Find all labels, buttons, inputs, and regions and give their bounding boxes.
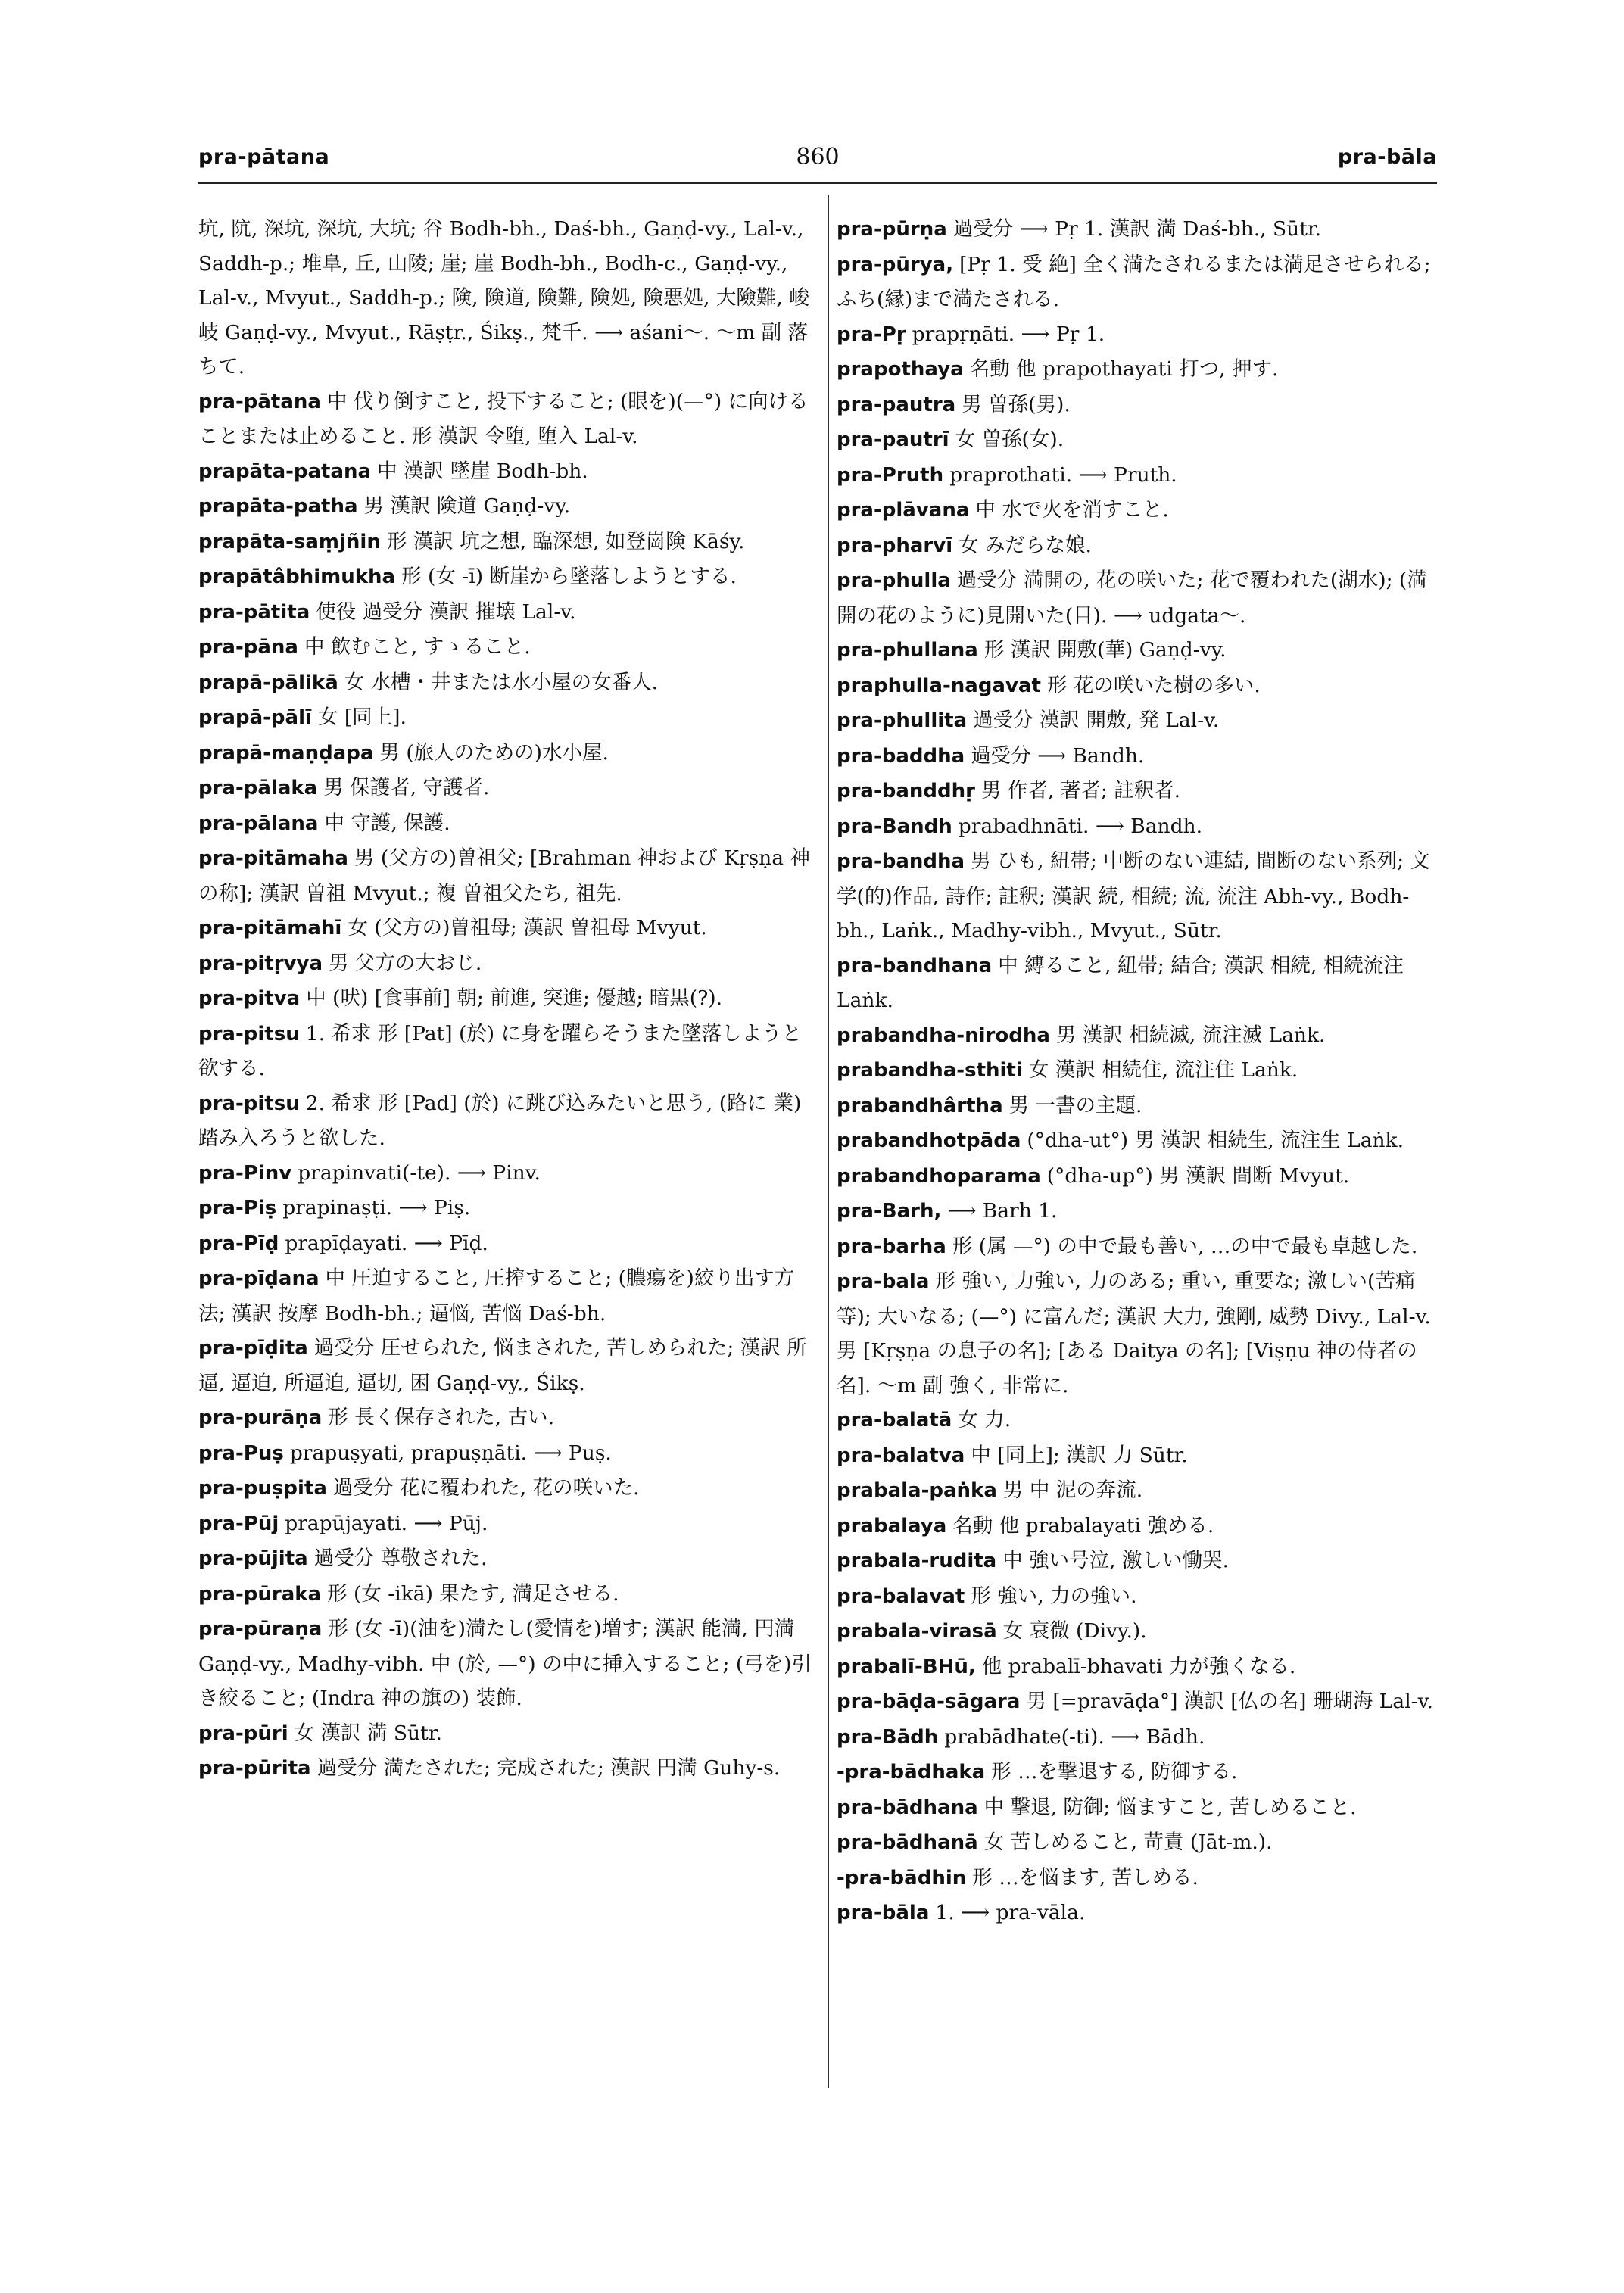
entry-definition: 男 漢訳 相続滅, 流注滅 Laṅk. (1055, 1023, 1326, 1047)
entry-headword: pra-pautrī (837, 428, 949, 451)
dictionary-entry (837, 774, 1439, 809)
entry-definition: 過受分 花に覆われた, 花の咲いた. (332, 1476, 640, 1500)
dictionary-entry (198, 212, 812, 385)
dictionary-entry (198, 981, 812, 1017)
entry-definition: 使役 過受分 漢訳 摧壊 Lal-v. (316, 600, 576, 624)
entry-definition: 男 ひも, 紐帯; 中断のない連結, 間断のない系列; 文学(的)作品, 詩作; 註釈; 漢訳 続, 相続; 流, 流注 Abh-vy., Bodh-bh., Laṅk., Madhy-vibh., Mvyut., Sūtr. (837, 849, 1430, 942)
entry-definition: 男 中 泥の奔流. (1002, 1478, 1143, 1502)
entry-definition: 形 (女 -ī) 断崖から墜落しようとする. (401, 565, 737, 588)
entry-definition: 男 (旅人のための)水小屋. (379, 740, 609, 765)
dictionary-entry (198, 806, 812, 842)
entry-definition: 過受分 漢訳 開敷, 発 Lal-v. (973, 709, 1220, 732)
dictionary-entry (837, 1509, 1439, 1544)
dictionary-entry (198, 454, 812, 490)
entry-headword: pra-Pīḍ (198, 1232, 279, 1255)
dictionary-entry (837, 458, 1439, 494)
dictionary-entry (198, 1577, 812, 1612)
entry-headword: pra-bala (837, 1270, 930, 1293)
dictionary-entry (198, 1191, 812, 1226)
entry-definition: prabādhate(-ti). ⟶ Bādh. (944, 1724, 1205, 1749)
entry-definition: 形 漢訳 坑之想, 臨深想, 如登崗険 Kāśy. (386, 529, 745, 553)
entry-definition: prapṛṇāti. ⟶ Pṛ 1. (912, 322, 1105, 346)
entry-definition: 1. 希求 形 [Pat] (於) に身を躍らそうまた墜落しようと欲する. (198, 1021, 803, 1080)
dictionary-entry (198, 1436, 812, 1472)
entry-headword: pra-pālaka (198, 777, 318, 799)
entry-definition: prabadhnāti. ⟶ Bandh. (958, 814, 1203, 838)
dictionary-entry (198, 595, 812, 631)
entry-headword: pra-pūraka (198, 1582, 322, 1606)
entry-definition: prapūjayati. ⟶ Pūj. (285, 1511, 488, 1535)
dictionary-entry (837, 1438, 1439, 1474)
entry-headword: pra-pūrya, (837, 253, 954, 276)
entry-definition: prapuṣyati, prapuṣṇāti. ⟶ Puṣ. (289, 1441, 612, 1465)
entry-definition: 女 みだらな娘. (959, 533, 1092, 557)
entry-headword: pra-plāvana (837, 499, 970, 522)
dictionary-entry (837, 844, 1439, 949)
dictionary-entry (837, 212, 1439, 248)
dictionary-entry (198, 1506, 812, 1542)
entry-definition: 中 縛ること, 紐帯; 結合; 漢訳 相続, 相続流注 Laṅk. (837, 953, 1404, 1012)
column-divider (828, 195, 829, 2088)
entry-headword: pra-bādhana (837, 1796, 978, 1819)
dictionary-entry (837, 1089, 1439, 1124)
entry-definition: 形 (属 —°) の中で最も善い, …の中で最も卓越した. (952, 1234, 1418, 1258)
entry-headword: prabandhotpāda (837, 1129, 1021, 1152)
entry-definition: 中 撃退, 防御; 悩ますこと, 苦しめること. (983, 1795, 1357, 1819)
dictionary-entry (837, 1861, 1439, 1896)
entry-headword: pra-Pinv (198, 1161, 292, 1185)
entry-headword: -pra-bādhin (837, 1866, 967, 1890)
entry-definition: 過受分 満たされた; 完成された; 漢訳 円満 Guhy-s. (316, 1756, 781, 1780)
entry-headword: prapothaya (837, 358, 964, 381)
dictionary-entry (198, 525, 812, 560)
page-number: 860 (796, 144, 840, 170)
entry-definition: 中 [同上]; 漢訳 力 Sūtr. (971, 1443, 1188, 1467)
dictionary-entry (198, 665, 812, 701)
dictionary-entry (837, 1579, 1439, 1615)
entry-definition: 中 守護, 保護. (324, 811, 450, 835)
entry-headword: pra-Puṣ (198, 1441, 284, 1465)
dictionary-entry (837, 352, 1439, 388)
dictionary-entry (837, 1684, 1439, 1720)
dictionary-entry (198, 1261, 812, 1331)
entry-definition: 他 prabalī-bhavati 力が強くなる. (981, 1654, 1296, 1678)
entry-definition: 中 強い号泣, 激しい慟哭. (1002, 1549, 1229, 1572)
entry-definition: [Pṛ 1. 受 絶] 全く満たされるまたは満足させられる; ふち(縁)まで満たされる. (837, 252, 1431, 311)
running-head-left: pra-pātana (198, 145, 330, 169)
dictionary-entry (837, 1123, 1439, 1159)
entry-definition: 中 飲むこと, すゝること. (304, 635, 531, 659)
entry-headword: prapā-pālī (198, 706, 312, 729)
dictionary-entry (837, 1614, 1439, 1650)
dictionary-entry (837, 1544, 1439, 1579)
page-header (198, 136, 1437, 189)
dictionary-entry (198, 559, 812, 595)
entry-headword: pra-bandhana (837, 954, 993, 977)
entry-definition: 女 曽孫(女). (955, 428, 1064, 451)
entry-headword: prabandha-nirodha (837, 1023, 1050, 1047)
dictionary-entry (837, 1159, 1439, 1195)
entry-definition: 女 漢訳 相続住, 流注住 Laṅk. (1028, 1058, 1298, 1082)
entry-headword: pra-bāla (837, 1902, 930, 1924)
dictionary-entry (837, 248, 1439, 317)
entry-definition: 形 (女 -ī)(油を)満たし(愛情を)増す; 漢訳 能満, 円満 Gaṇḍ-vy., Madhy-vibh. 中 (於, —°) の中に挿入すること; (弓を)引き絞ること; (Indra 神の旗の) 装飾. (198, 1617, 812, 1710)
entry-headword: pra-Pūj (198, 1512, 279, 1535)
entry-headword: prabalī-BHū, (837, 1655, 976, 1678)
dictionary-entry (837, 317, 1439, 353)
entry-definition: (°dha-ut°) 男 漢訳 相続生, 流注生 Laṅk. (1027, 1129, 1404, 1152)
dictionary-entry (198, 1612, 812, 1716)
dictionary-entry (198, 700, 812, 736)
entry-definition: 中 漢訳 墜崖 Bodh-bh. (377, 459, 588, 483)
dictionary-entry (837, 422, 1439, 458)
dictionary-entry (198, 630, 812, 665)
entry-headword: pra-pharvī (837, 534, 953, 557)
entry-definition: ⟶ Barh 1. (947, 1199, 1058, 1223)
dictionary-entry (198, 1400, 812, 1436)
dictionary-entry (198, 1017, 812, 1086)
dictionary-entry (837, 1896, 1439, 1931)
dictionary-entry (198, 1751, 812, 1787)
entry-headword: pra-Piṣ (198, 1197, 277, 1220)
dictionary-entry (198, 1156, 812, 1192)
entry-headword: pra-pālana (198, 812, 319, 835)
entry-definition: 女 [同上]. (317, 706, 407, 729)
entry-definition: (°dha-up°) 男 漢訳 間断 Mvyut. (1046, 1164, 1350, 1188)
entry-definition: 過受分 ⟶ Bandh. (971, 743, 1145, 768)
entry-headword: pra-pūrita (198, 1757, 311, 1780)
dictionary-entry (837, 1264, 1439, 1403)
entry-headword: prabala-paṅka (837, 1479, 997, 1502)
entry-headword: pra-pitsu (198, 1022, 300, 1045)
entry-headword: pra-Bādh (837, 1725, 939, 1749)
entry-definition: 形 花の咲いた樹の多い. (1046, 673, 1261, 697)
entry-headword: pra-bandha (837, 850, 965, 873)
dictionary-entry (837, 1825, 1439, 1861)
dictionary-entry (837, 703, 1439, 739)
dictionary-entry (198, 385, 812, 454)
running-head-right: pra-bāla (1337, 145, 1437, 169)
entry-headword: pra-pitsu (198, 1092, 300, 1115)
entry-definition: 2. 希求 形 [Pad] (於) に跳び込みたいと思う, (路に 業) 踏み入ろうと欲した. (198, 1091, 802, 1150)
dictionary-entry (837, 1229, 1439, 1265)
entry-definition: 過受分 圧せられた, 悩まされた, 苦しめられた; 漢訳 所逼, 逼迫, 所逼迫, 逼切, 困 Gaṇḍ-vy., Śikṣ. (198, 1336, 807, 1395)
entry-definition: 形 長く保存された, 古い. (328, 1406, 555, 1429)
entry-headword: prapā-maṇḍapa (198, 741, 374, 765)
entry-definition: 形 …を悩ます, 苦しめる. (972, 1865, 1199, 1890)
entry-headword: pra-balavat (837, 1584, 965, 1608)
entry-definition: 男 (父方の)曽祖父; [Brahman 神および Kṛṣṇa 神の称]; 漢訳 曽祖 Mvyut.; 複 曽祖父たち, 祖先. (198, 846, 810, 905)
dictionary-entry (837, 633, 1439, 668)
entry-definition: 形 強い, 力強い, 力のある; 重い, 重要な; 激しい(苦痛等); 大いなる; (—°) に富んだ; 漢訳 大力, 強剛, 威勢 Divy., Lal-v. 男 [Kṛṣṇa の息子の名]; [ある Daitya の名]; [Viṣṇu 神の侍者の名]. ～m 副 強く, 非常に. (837, 1270, 1431, 1397)
entry-headword: prabalaya (837, 1514, 947, 1537)
entry-headword: pra-puṣpita (198, 1477, 327, 1500)
entry-headword: pra-bāḍa-sāgara (837, 1690, 1021, 1713)
entry-headword: pra-baddha (837, 744, 965, 768)
dictionary-entry (198, 946, 812, 982)
entry-headword: pra-pūjita (198, 1547, 308, 1570)
entry-definition: 男 一書の主題. (1008, 1093, 1142, 1117)
entry-definition: 女 衰微 (Divy.). (1002, 1619, 1147, 1643)
entry-definition: 女 漢訳 満 Sūtr. (294, 1721, 442, 1745)
entry-headword: pra-bādhanā (837, 1831, 978, 1854)
header-rule (198, 182, 1437, 184)
entry-definition: 坑, 阬, 深坑, 深坑, 大坑; 谷 Bodh-bh., Daś-bh., Gaṇḍ-vy., Lal-v., Saddh-p.; 堆阜, 丘, 山陵; 崖; 崖 Bodh-bh., Bodh-c., Gaṇḍ-vy., Lal-v., Mvyut., Saddh-p.; 険, 険道, 険難, 険処, 険悪処, 大險難, 峻岐 Gaṇḍ-vy., Mvyut., Rāṣṭr., Śikṣ., 梵千. ⟶ aśani～. ～m 副 落ちて. (198, 217, 809, 379)
entry-headword: pra-phulla (837, 569, 951, 592)
entry-headword: prabandhoparama (837, 1164, 1041, 1188)
entry-definition: 名動 他 prapothayati 打つ, 押す. (969, 357, 1279, 381)
dictionary-entry (198, 489, 812, 525)
entry-headword: pra-banddhṛ (837, 780, 975, 802)
dictionary-entry (198, 911, 812, 946)
dictionary-entry (198, 1226, 812, 1262)
entry-headword: pra-pātita (198, 600, 310, 624)
dictionary-entry (837, 563, 1439, 633)
dictionary-entry (837, 1053, 1439, 1089)
entry-headword: prapā-pālikā (198, 671, 338, 694)
entry-definition: 中 圧迫すること, 圧搾すること; (膿瘍を)絞り出す方法; 漢訳 按摩 Bodh-bh.; 逼悩, 苦悩 Daś-bh. (198, 1266, 795, 1326)
dictionary-entry (837, 1650, 1439, 1685)
entry-headword: pra-pitṛvya (198, 952, 323, 975)
entry-definition: 形 (女 -ikā) 果たす, 満足させる. (327, 1581, 619, 1606)
dictionary-entry (198, 1541, 812, 1577)
entry-definition: 女 苦しめること, 苛責 (Jāt-m.). (983, 1830, 1273, 1854)
dictionary-entry (837, 1018, 1439, 1054)
entry-headword: pra-pīḍita (198, 1337, 308, 1360)
entry-definition: 中 伐り倒すこと, 投下すること; (眼を)(—°) に向けることまたは止めること. 形 漢訳 令堕, 堕入 Lal-v. (198, 389, 809, 448)
entry-definition: 女 力. (958, 1408, 1011, 1432)
entry-headword: prabala-rudita (837, 1550, 997, 1572)
left-column (198, 212, 812, 1787)
entry-definition: 形 漢訳 開敷(華) Gaṇḍ-vy. (983, 638, 1227, 662)
entry-definition: 過受分 満開の, 花の咲いた; 花で覆われた(湖水); (満開の花のように)見開いた(目). ⟶ udgata～. (837, 569, 1427, 628)
entry-headword: prapātâbhimukha (198, 565, 396, 588)
right-column (837, 212, 1439, 1931)
dictionary-entry (837, 388, 1439, 423)
entry-definition: 女 水槽・井または水小屋の女番人. (344, 670, 659, 694)
entry-headword: pra-phullana (837, 639, 978, 662)
dictionary-entry (837, 1473, 1439, 1509)
entry-headword: pra-balatā (837, 1409, 952, 1432)
entry-headword: praphulla-nagavat (837, 674, 1041, 697)
entry-definition: 中 (吠) [食事前] 朝; 前進, 突進; 優越; 暗黒(?). (306, 986, 723, 1010)
entry-headword: -pra-bādhaka (837, 1761, 986, 1784)
dictionary-entry (837, 809, 1439, 845)
entry-headword: prapāta-patana (198, 460, 372, 483)
dictionary-entry (198, 736, 812, 771)
entry-headword: pra-pūrṇa (837, 218, 947, 241)
entry-headword: pra-pīḍana (198, 1267, 320, 1290)
entry-headword: pra-pitva (198, 987, 301, 1010)
dictionary-entry (198, 1471, 812, 1506)
dictionary-entry (837, 739, 1439, 774)
entry-definition: 男 父方の大おじ. (329, 951, 482, 975)
entry-definition: prapīḍayati. ⟶ Pīḍ. (285, 1231, 488, 1255)
entry-headword: prabala-virasā (837, 1620, 997, 1643)
entry-definition: praprothati. ⟶ Pruth. (949, 463, 1177, 487)
entry-headword: pra-Pruth (837, 463, 944, 487)
entry-definition: prapinaṣṭi. ⟶ Piṣ. (282, 1196, 471, 1220)
entry-definition: 男 [=pravāḍa°] 漢訳 [仏の名] 珊瑚海 Lal-v. (1026, 1690, 1433, 1713)
entry-definition: 男 曽孫(男). (962, 392, 1071, 416)
dictionary-entry (837, 1720, 1439, 1756)
entry-headword: pra-pāna (198, 636, 298, 659)
dictionary-entry (837, 1790, 1439, 1826)
entry-headword: pra-purāṇa (198, 1407, 323, 1429)
entry-definition: 過受分 尊敬された. (313, 1547, 488, 1570)
entry-headword: pra-pitāmaha (198, 847, 348, 870)
entry-definition: prapinvati(-te). ⟶ Pinv. (298, 1161, 541, 1185)
entry-headword: pra-pūri (198, 1721, 288, 1745)
entry-headword: pra-Bandh (837, 815, 952, 838)
entry-headword: pra-barha (837, 1235, 946, 1258)
dictionary-entry (837, 1194, 1439, 1229)
dictionary-entry (837, 493, 1439, 528)
dictionary-entry (837, 1403, 1439, 1438)
entry-headword: prabandha-sthiti (837, 1059, 1023, 1082)
entry-definition: 男 作者, 著者; 註釈者. (981, 779, 1181, 802)
dictionary-entry (198, 1716, 812, 1752)
entry-headword: pra-pātana (198, 390, 321, 413)
entry-headword: prapāta-saṃjñin (198, 530, 381, 553)
entry-headword: pra-balatva (837, 1444, 965, 1467)
dictionary-entry (837, 949, 1439, 1018)
entry-headword: prabandhârtha (837, 1094, 1003, 1117)
entry-definition: 女 (父方の)曽祖母; 漢訳 曽祖母 Mvyut. (348, 916, 707, 939)
entry-headword: pra-pautra (837, 393, 956, 416)
dictionary-entry (198, 771, 812, 806)
entry-headword: pra-Barh, (837, 1200, 942, 1223)
dictionary-entry (837, 668, 1439, 704)
entry-definition: 過受分 ⟶ Pṛ 1. 漢訳 満 Daś-bh., Sūtr. (952, 217, 1322, 241)
entry-definition: 形 …を撃退する, 防御する. (991, 1760, 1238, 1784)
entry-headword: pra-Pṛ (837, 322, 906, 346)
entry-definition: 男 保護者, 守護者. (323, 776, 490, 799)
entry-definition: 男 漢訳 険道 Gaṇḍ-vy. (363, 494, 571, 518)
entry-headword: pra-pitāmahī (198, 917, 342, 939)
dictionary-entry (837, 528, 1439, 564)
entry-definition: 名動 他 prabalayati 強める. (952, 1513, 1214, 1537)
entry-definition: 1. ⟶ pra-vāla. (935, 1901, 1086, 1924)
entry-definition: 形 強い, 力の強い. (971, 1584, 1137, 1608)
dictionary-entry (198, 1331, 812, 1400)
dictionary-entry (198, 1086, 812, 1156)
dictionary-entry (837, 1755, 1439, 1790)
entry-definition: 中 水で火を消すこと. (975, 498, 1169, 522)
entry-headword: prapāta-patha (198, 495, 358, 518)
dictionary-entry (198, 841, 812, 911)
entry-headword: pra-phullita (837, 709, 968, 732)
entry-headword: pra-pūraṇa (198, 1618, 323, 1640)
